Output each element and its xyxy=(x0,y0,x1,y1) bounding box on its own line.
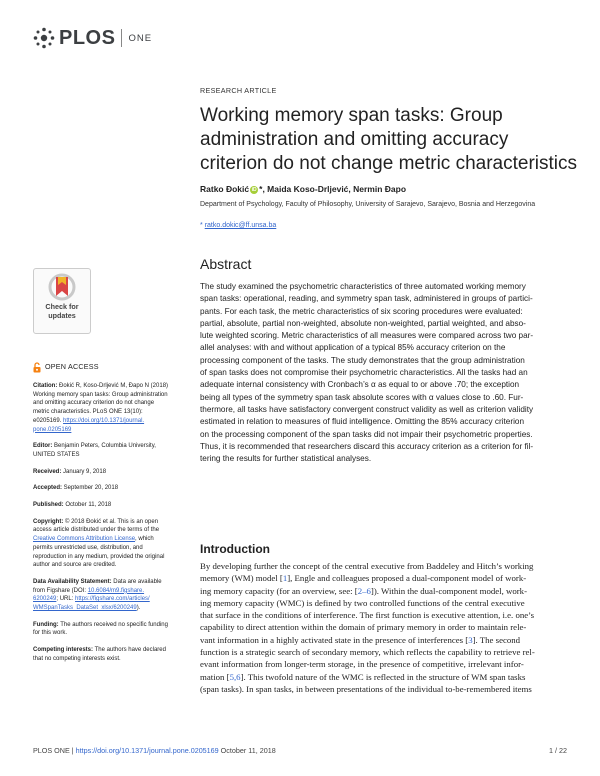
citation-text: Working memory span tasks: Group administration xyxy=(33,391,168,398)
copyright-text: reproduction in any medium, provided the original xyxy=(33,553,165,560)
abstract-line: thermore, all tasks have satisfactory convergent construct validity as well as criterion validity xyxy=(200,404,534,414)
citation-text: e0205169. xyxy=(33,417,64,424)
reference-link[interactable]: 1 xyxy=(282,573,288,584)
title-line: administration and omitting accuracy xyxy=(200,129,509,150)
accepted-block xyxy=(33,484,175,493)
logo-divider xyxy=(121,29,122,47)
abstract-line: on the processing component of the span tasks did not impair their psychometric properties. xyxy=(200,429,533,439)
intro-line: ing memory capacity (WMC) is defined by two controlled functions of the central executive xyxy=(200,597,525,608)
data-availability-text: ). xyxy=(136,605,141,612)
received-block xyxy=(33,468,175,477)
email-link[interactable]: ratko.dokic@ff.unsa.ba xyxy=(204,222,277,229)
open-access-badge xyxy=(33,362,175,373)
editor-text: Benjamin Peters, Columbia University, xyxy=(52,443,156,450)
page-footer xyxy=(33,746,567,755)
check-for-updates-badge[interactable] xyxy=(33,268,91,334)
abstract-heading: Abstract xyxy=(200,256,252,272)
abstract-line: of span tasks does not compromise their psychometric characteristics. All the tasks had an xyxy=(200,368,528,378)
journal-logo[interactable] xyxy=(32,26,152,50)
intro-text: memory (WM) model [ xyxy=(200,573,283,584)
author-names-rest[interactable]: , Maida Koso-Drljević, Nermin Đapo xyxy=(262,184,407,194)
corresponding-mark: * xyxy=(259,184,263,194)
copyright-text: permits unrestricted use, distribution, and xyxy=(33,544,143,551)
intro-text: mation [ xyxy=(200,671,230,682)
competing-interests-block xyxy=(33,646,175,663)
abstract-line: The study examined the psychometric characteristics of three automated working memory xyxy=(200,282,526,291)
article-sidebar xyxy=(33,362,175,672)
journal-subname: ONE xyxy=(128,32,153,44)
page-number: 1 / 22 xyxy=(549,746,567,755)
reference-link[interactable]: 2–6 xyxy=(357,585,371,596)
abstract-line: lute weighted scoring. Metric characteristics of all measures were compared across two par- xyxy=(200,331,534,341)
abstract-line: adequate internal consistency with Cronbach’s α as equal to or above .70; the exception xyxy=(200,380,520,390)
received-date: January 9, 2018 xyxy=(61,468,107,475)
introduction-body xyxy=(200,560,570,695)
copyright-text: , which xyxy=(135,536,154,543)
funding-text: for this work. xyxy=(33,630,68,637)
open-lock-icon xyxy=(33,362,41,373)
data-availability-text: Data are available xyxy=(111,578,162,585)
abstract-line: estimated in relation to measures of fluid intelligence. Omitting the 85% accuracy criterion xyxy=(200,417,525,427)
updates-line: updates xyxy=(48,310,76,320)
intro-line: By developing further the concept of the central executive from Baddeley and Hitch’s working xyxy=(200,561,534,571)
plos-logo-icon xyxy=(32,26,56,50)
title-line: Working memory span tasks: Group xyxy=(200,105,503,126)
intro-text: ], Engle and colleagues proposed a dual-component model of work- xyxy=(287,573,527,584)
reference-link[interactable]: 5,6 xyxy=(229,671,241,682)
data-availability-label: Data Availability Statement: xyxy=(33,578,112,585)
abstract-line: span tasks: operational, reading, and symmetry span task, administered in groups of partici- xyxy=(200,294,533,304)
journal-name: PLOS xyxy=(59,26,116,49)
open-access-label: OPEN ACCESS xyxy=(45,362,99,372)
bookmark-ribbon-icon xyxy=(34,269,90,303)
citation-text: and omitting accuracy criterion do not change xyxy=(33,400,155,407)
intro-line: (span tasks). In span tasks, in between presentations of the individual to-be-remembered items xyxy=(200,683,532,694)
published-label: Published: xyxy=(33,502,64,509)
footer-date: October 11, 2018 xyxy=(218,746,276,755)
figshare-url-link[interactable]: WMSpanTasks_DataSet_xlsx/6200249 xyxy=(33,605,137,612)
email-star: * xyxy=(200,222,203,229)
intro-line: evant information from longer-term storage, in the presence of competitive, irrelevant infor- xyxy=(200,659,524,670)
funding-text: The authors received no specific funding xyxy=(58,621,168,628)
intro-text: ]. This twofold nature of the WMC is reflected in the structure of WM span tasks xyxy=(240,671,526,682)
title-line: criterion do not change metric characteristics xyxy=(200,153,577,174)
data-availability-block xyxy=(33,578,175,613)
license-link[interactable]: Creative Commons Attribution License xyxy=(33,536,136,543)
copyright-text: © 2018 Đokić et al. This is an open xyxy=(63,518,159,525)
footer-doi-link[interactable]: https://doi.org/10.1371/journal.pone.0205169 xyxy=(75,746,219,755)
accepted-label: Accepted: xyxy=(33,485,63,492)
figshare-doi-link[interactable]: 10.6084/m9.figshare. xyxy=(87,587,145,594)
published-block xyxy=(33,501,175,510)
abstract-line: pants. For each task, the metric characteristics of six scoring procedures were evaluated: xyxy=(200,306,523,316)
figshare-url-link[interactable]: https://figshare.com/articles/ xyxy=(75,596,150,603)
received-label: Received: xyxy=(33,468,62,475)
intro-line: function is a strategic search of secondary memory, which reflects the capability to retrieve rel- xyxy=(200,647,535,658)
citation-text: metric characteristics. PLoS ONE 13(10): xyxy=(33,409,143,416)
funding-label: Funding: xyxy=(33,621,59,628)
accepted-date: September 20, 2018 xyxy=(62,485,119,492)
intro-line: that surface in the conditions of interference. The first function is executive attention, i.e. one’s xyxy=(200,610,535,621)
introduction-heading: Introduction xyxy=(200,542,270,556)
abstract-line: processing component of the tasks. The study demonstrates that the group administration xyxy=(200,355,525,365)
abstract-body xyxy=(200,281,566,465)
author-list xyxy=(200,184,406,194)
copyright-text: author and source are credited. xyxy=(33,562,117,569)
intro-text: ing memory capacity (for an overview, see: [ xyxy=(200,585,358,596)
published-date: October 11, 2018 xyxy=(63,502,112,509)
funding-block xyxy=(33,621,175,638)
copyright-text: access article distributed under the terms of the xyxy=(33,527,160,534)
citation-block xyxy=(33,382,175,434)
abstract-line: being all types of the symmetry span task absolute scores with α values close to .60. Fur- xyxy=(200,392,524,402)
article-type: RESEARCH ARTICLE xyxy=(200,86,277,95)
citation-doi-link[interactable]: pone.0205169 xyxy=(33,426,72,433)
abstract-line: Thus, it is recommended that researchers discard this accuracy criterion as a criterion for fil- xyxy=(200,441,534,451)
editor-block xyxy=(33,442,175,459)
intro-text: ]. The second xyxy=(472,634,521,645)
abstract-line: partial, absolute, partial non-weighted, absolute non-weighted, partial weighted, and abso- xyxy=(200,318,526,328)
abstract-line: allel analyses: with and without application of a typical 85% accuracy criterion on the xyxy=(200,343,506,353)
competing-interests-text: The authors have declared xyxy=(93,647,166,654)
orcid-icon[interactable]: iD xyxy=(251,187,257,193)
copyright-label: Copyright: xyxy=(33,518,64,525)
copyright-block xyxy=(33,518,175,570)
corresponding-email xyxy=(200,222,276,229)
footer-journal: PLOS ONE | xyxy=(33,746,76,755)
article-title xyxy=(200,104,580,176)
abstract-line: tering the results for further statistical analyses. xyxy=(200,454,372,464)
reference-link[interactable]: 3 xyxy=(468,634,473,645)
citation-doi-link[interactable]: https://doi.org/10.1371/journal. xyxy=(63,417,145,424)
figshare-doi-link[interactable]: 6200249 xyxy=(33,596,57,603)
citation-text: Đokić R, Koso-Drljević M, Đapo N (2018) xyxy=(57,383,169,389)
check-line: Check for xyxy=(45,302,79,311)
data-availability-text: ; URL: xyxy=(56,596,76,603)
affiliation: Department of Psychology, Faculty of Philosophy, University of Sarajevo, Sarajevo, Bosnia and Herzegovina xyxy=(200,201,536,208)
author-name[interactable]: Ratko Đokić xyxy=(200,184,250,194)
intro-text: vant information in a highly activated state in the presence of interferences [ xyxy=(200,634,469,645)
editor-text: UNITED STATES xyxy=(33,451,80,458)
data-availability-text: from Figshare (DOI: xyxy=(33,587,88,594)
citation-label: Citation: xyxy=(33,383,58,389)
competing-interests-label: Competing interests: xyxy=(33,647,94,654)
intro-line: capability to direct attention within the domain of primary memory in order to maintain rele- xyxy=(200,622,527,633)
check-for-updates-label xyxy=(34,303,90,320)
competing-interests-text: that no competing interests exist. xyxy=(33,655,121,662)
intro-text: ]). Within the dual-component model, work- xyxy=(370,585,528,596)
editor-label: Editor: xyxy=(33,443,53,450)
